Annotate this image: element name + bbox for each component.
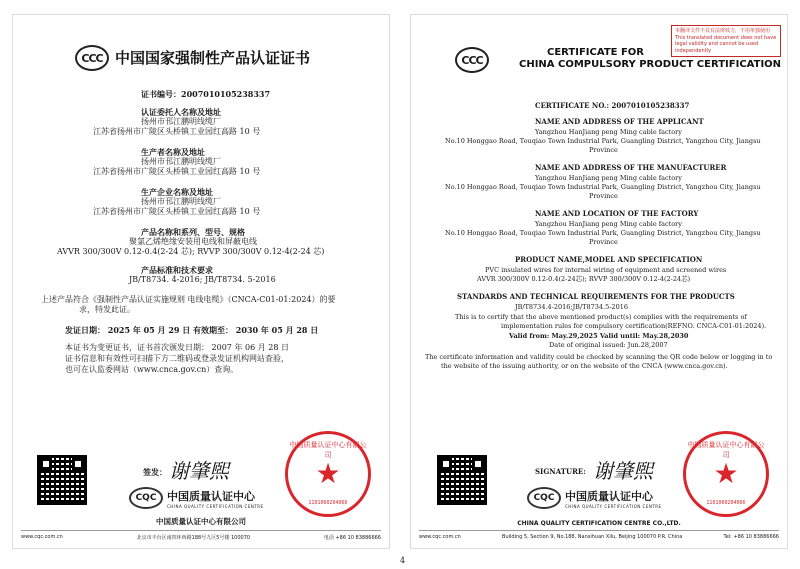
- factory-address: 江苏省扬州市广陵区头桥镇工业园红高路 10 号: [93, 207, 261, 216]
- product-models: AVVR 300/300V 0.12-0.4(2-24 芯); RVVP 300/300V 0.12-4(2-24 芯): [57, 247, 325, 256]
- footer-website[interactable]: www.cqc.com.cn: [21, 534, 63, 540]
- english-certificate-page: [410, 14, 788, 549]
- footer-website[interactable]: www.cqc.com.cn: [419, 534, 461, 540]
- seal-number: 1101060204066: [308, 500, 348, 506]
- issue-validity-dates: 发证日期： 2025 年 05 月 29 日 有效期至： 2030 年 05 月 28 日: [65, 325, 319, 335]
- applicant-name: 扬州市邗江鹏明线缆厂: [141, 117, 221, 126]
- page-title: 中国国家强制性产品认证证书: [115, 49, 311, 67]
- cnca-note: 也可在认监委网站（www.cnca.gov.cn）查询。: [65, 365, 239, 374]
- manufacturer-address: No.10 Honggao Road, Touqiao Town Industrial Park, Guangling District, Yangzhou City, Jiangsu: [445, 183, 761, 191]
- issuer-name: CHINA QUALITY CERTIFICATION CENTRE CO.,LTD.: [517, 520, 681, 527]
- conformity-statement: 上述产品符合《强制性产品认证实施规则 电线电缆》（CNCA-C01-01:2024）的要: [41, 295, 336, 304]
- factory-address-end: Province: [589, 238, 618, 246]
- qr-code[interactable]: [37, 455, 87, 505]
- verification-note: The certificate information and validity could be checked by scanning the QR code below or logging in to: [425, 353, 773, 361]
- cqc-logo: [527, 487, 662, 509]
- applicant-address: No.10 Honggao Road, Touqiao Town Industrial Park, Guangling District, Yangzhou City, Jiangsu: [445, 137, 761, 145]
- conformity-statement-end: 求，特发此证。: [79, 305, 135, 314]
- factory-heading: NAME AND LOCATION OF THE FACTORY: [535, 209, 699, 218]
- issuer-name: 中国质量认证中心有限公司: [156, 517, 246, 526]
- conformity-statement: This is to certify that the above mentioned product(s) complies with the requirements of: [455, 313, 747, 321]
- signature: 谢肇煕: [593, 459, 653, 483]
- factory-name: Yangzhou HanJiang peng Ming cable factory: [535, 220, 682, 228]
- standards-list: JB/T8734. 4-2016; JB/T8734. 5-2016: [129, 275, 276, 284]
- footer-divider: [21, 530, 381, 531]
- star-icon: ★: [713, 457, 739, 490]
- ccc-logo-icon: CCC: [455, 47, 489, 73]
- cqc-name: 中国质量认证中心: [565, 489, 653, 503]
- manufacturer-heading: NAME AND ADDRESS OF THE MANUFACTURER: [535, 163, 727, 172]
- cqc-mark-icon: CQC: [527, 487, 561, 509]
- standards-heading: 产品标准和技术要求: [141, 265, 213, 275]
- applicant-address-end: Province: [589, 146, 618, 154]
- first-issue-note: 本证书为变更证书，证书首次颁发日期： 2007 年 06 月 28 日: [65, 343, 289, 352]
- footer: [419, 534, 779, 540]
- validity-dates: Valid from: May.29,2025 Valid until: May.28,2030: [509, 332, 689, 340]
- product-heading: 产品名称和系列、型号、规格: [141, 227, 245, 237]
- seal-number: 1101060204066: [706, 500, 746, 506]
- cnca-note: the website of the issuing authority, or on the website of the CNCA (www.cnca.gov.cn).: [441, 362, 728, 370]
- applicant-address: 江苏省扬州市广陵区头桥镇工业园红高路 10 号: [93, 127, 261, 136]
- footer: [21, 534, 381, 541]
- cqc-name: 中国质量认证中心: [167, 489, 255, 503]
- cqc-subtitle: CHINA QUALITY CERTIFICATION CENTRE: [565, 503, 662, 509]
- manufacturer-address: 江苏省扬州市广陵区头桥镇工业园红高路 10 号: [93, 167, 261, 176]
- official-seal: [683, 431, 769, 517]
- product-name: PVC insulated wires for internal wiring of equipment and screened wires: [485, 266, 727, 274]
- page-number: 4: [400, 556, 406, 565]
- standards-list: JB/T8734.4-2016;JB/T8734.5-2016: [515, 303, 628, 311]
- signature: 谢肇煕: [169, 459, 229, 483]
- cqc-mark-icon: CQC: [129, 487, 163, 509]
- factory-name: 扬州市邗江鹏明线缆厂: [141, 197, 221, 206]
- translation-disclaimer-stamp: 本翻译文件不具有法律效力，不用单独使用 This translated document does not have legal validity and cannot be used independently: [671, 25, 781, 57]
- signature-label: SIGNATURE:: [535, 467, 586, 476]
- factory-address: No.10 Honggao Road, Touqiao Town Industrial Park, Guangling District, Yangzhou City, Jiangsu: [445, 229, 761, 237]
- seal-ring-text: 中国质量认证中心有限公司: [289, 441, 367, 459]
- cert-number: 证书编号：2007010105238337: [141, 89, 271, 99]
- conformity-statement-end: implementation rules for compulsory certification(REFNO. CNCA-C01-01:2024).: [501, 322, 767, 330]
- footer-address: 北京市丰台区南四环西路188号九区5号楼 100070: [136, 535, 251, 541]
- chinese-certificate-page: [12, 14, 390, 549]
- seal-ring-text: 中国质量认证中心有限公司: [687, 441, 765, 459]
- manufacturer-name: Yangzhou HanJiang peng Ming cable factory: [535, 174, 682, 182]
- qr-code[interactable]: [437, 455, 487, 505]
- applicant-heading: 认证委托人名称及地址: [141, 107, 221, 117]
- verification-note: 证书信息和有效性可扫描下方二维码或登录发证机构网站查验，: [65, 354, 289, 363]
- product-models: AVVR 300/300V 0.12-0.4(2-24芯); RVVP 300/300V 0.12-4(2-24芯): [477, 275, 691, 283]
- product-heading: PRODUCT NAME,MODEL AND SPECIFICATION: [515, 255, 703, 264]
- footer-phone: 电话 +86 10 83886666: [323, 535, 381, 541]
- footer-divider: [419, 530, 779, 531]
- manufacturer-address-end: Province: [589, 192, 618, 200]
- ccc-logo-icon: CCC: [75, 45, 109, 71]
- footer-address: Building 5, Section 9, No.188, Nansihuan Xilu, Beijing 100070 P.R. China: [502, 534, 683, 540]
- cqc-subtitle: CHINA QUALITY CERTIFICATION CENTRE: [167, 503, 264, 509]
- signature-label: 签发：: [143, 467, 167, 477]
- standards-heading: STANDARDS AND TECHNICAL REQUIREMENTS FOR THE PRODUCTS: [457, 292, 735, 301]
- cert-number: CERTIFICATE NO.: 2007010105238337: [535, 101, 690, 110]
- page-title-line1: CERTIFICATE FOR: [547, 47, 644, 58]
- product-name: 聚氯乙烯绝缘安装用电线和屏蔽电线: [129, 237, 257, 246]
- manufacturer-name: 扬州市邗江鹏明线缆厂: [141, 157, 221, 166]
- manufacturer-heading: 生产者名称及地址: [141, 147, 205, 157]
- footer-phone: Tel: +86 10 83886666: [723, 534, 779, 540]
- applicant-heading: NAME AND ADDRESS OF THE APPLICANT: [535, 117, 704, 126]
- applicant-name: Yangzhou HanJiang peng Ming cable factory: [535, 128, 682, 136]
- factory-heading: 生产企业名称及地址: [141, 187, 213, 197]
- first-issue-date: Date of original issued: Jun.28,2007: [549, 341, 668, 349]
- official-seal: [285, 431, 371, 517]
- page-title-line2: CHINA COMPULSORY PRODUCT CERTIFICATION: [519, 59, 782, 70]
- cqc-logo: [129, 487, 264, 509]
- star-icon: ★: [315, 457, 341, 490]
